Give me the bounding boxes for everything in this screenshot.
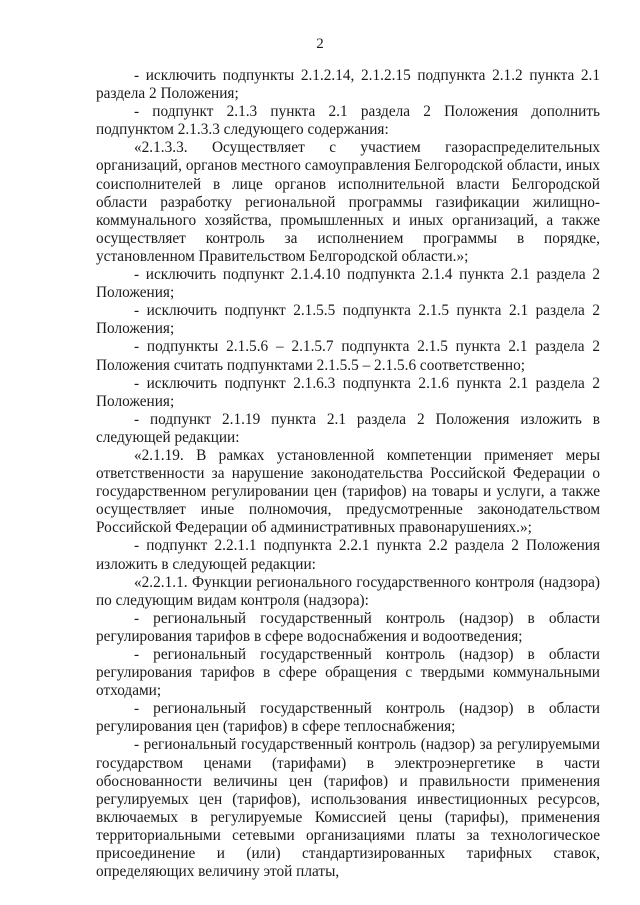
paragraph-6: - подпункты 2.1.5.6 – 2.1.5.7 подпункта 2.1.5 пункта 2.1 раздела 2 Положения считать подпунктами 2.1.5.5 – 2.1.5.6 соответственно; xyxy=(96,338,600,374)
paragraph-12: - региональный государственный контроль (надзор) в области регулирования тарифов в сфере водоснабжения и водоотведения; xyxy=(96,609,600,645)
paragraph-10: - подпункт 2.2.1.1 подпункта 2.2.1 пункта 2.2 раздела 2 Положения изложить в следующей редакции: xyxy=(96,537,600,573)
paragraph-3: «2.1.3.3. Осуществляет с участием газораспределительных организаций, органов местного самоуправления Белгородской области, иных соисполнителей в лице органов исполнительной власти Белгородской области разработку региональной программы газификации жилищно-коммунального хозяйства, промышленных и иных организаций, а также осуществляет контроль за исполнением программы в порядке, установленном Правительством Белгородской области.»; xyxy=(96,139,600,265)
document-body xyxy=(96,67,600,881)
paragraph-13: - региональный государственный контроль (надзор) в области регулирования тарифов в сфере обращения с твердыми коммунальными отходами; xyxy=(96,646,600,700)
paragraph-11: «2.2.1.1. Функции регионального государственного контроля (надзора) по следующим видам контроля (надзора): xyxy=(96,573,600,609)
paragraph-5: - исключить подпункт 2.1.5.5 подпункта 2.1.5 пункта 2.1 раздела 2 Положения; xyxy=(96,302,600,338)
paragraph-14: - региональный государственный контроль (надзор) в области регулирования цен (тарифов) в сфере теплоснабжения; xyxy=(96,700,600,736)
paragraph-15: - региональный государственный контроль (надзор) за регулируемыми государством ценами (тарифами) в электроэнергетике в части обоснованности величины цен (тарифов) и правильности применения регулируемых цен (тарифов), использования инвестиционных ресурсов, включаемых в регулируемые Комиссией цены (тарифы), применения территориальными сетевыми организациями платы за технологическое присоединение и (или) стандартизированных тарифных ставок, определяющих величину этой платы, xyxy=(96,736,600,881)
paragraph-9: «2.1.19. В рамках установленной компетенции применяет меры ответственности за нарушение законодательства Российской Федерации о государственном регулировании цен (тарифов) на товары и услуги, а также осуществляет иные полномочия, предусмотренные законодательством Российской Федерации об административных правонарушениях.»; xyxy=(96,446,600,537)
page-number: 2 xyxy=(316,36,324,52)
paragraph-2: - подпункт 2.1.3 пункта 2.1 раздела 2 Положения дополнить подпунктом 2.1.3.3 следующего содержания: xyxy=(96,103,600,139)
paragraph-4: - исключить подпункт 2.1.4.10 подпункта 2.1.4 пункта 2.1 раздела 2 Положения; xyxy=(96,266,600,302)
paragraph-1: - исключить подпункты 2.1.2.14, 2.1.2.15 подпункта 2.1.2 пункта 2.1 раздела 2 Положения; xyxy=(96,67,600,103)
paragraph-8: - подпункт 2.1.19 пункта 2.1 раздела 2 Положения изложить в следующей редакции: xyxy=(96,410,600,446)
paragraph-7: - исключить подпункт 2.1.6.3 подпункта 2.1.6 пункта 2.1 раздела 2 Положения; xyxy=(96,374,600,410)
